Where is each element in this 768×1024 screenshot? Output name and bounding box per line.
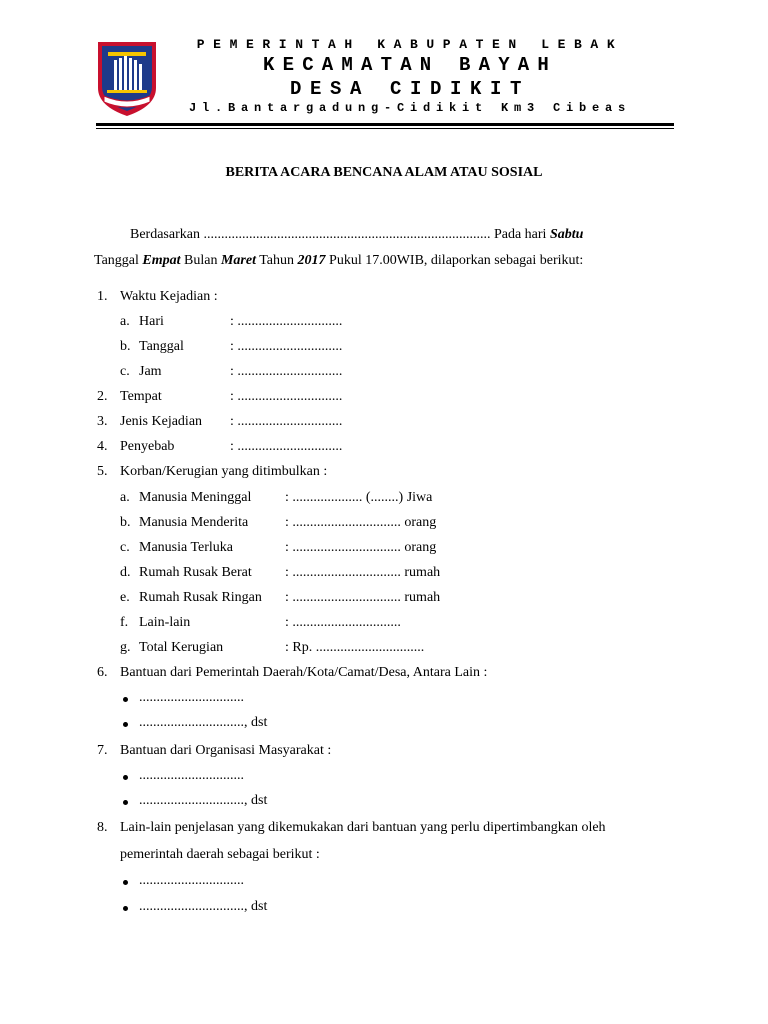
item-bantuan-pemerintah: Bantuan dari Pemerintah Daerah/Kota/Camat/Desa, Antara Lain : [120,665,488,680]
letterhead-rule-thin [96,128,674,129]
sub-letter: d. [120,565,131,580]
bullet-icon [123,800,128,805]
item-lain-lain-line-2: pemerintah daerah sebagai berikut : [120,847,320,862]
bullet-icon [123,722,128,727]
intro-text-d: Tahun [255,253,298,268]
sub-tanggal: Tanggal [139,339,184,354]
letterhead-district: KECAMATAN BAYAH [262,54,558,76]
sub-rumah-rusak-ringan: Rumah Rusak Ringan [139,590,262,605]
item-number: 2. [97,389,108,404]
sub-manusia-meninggal: Manusia Meninggal [139,490,252,505]
sub-letter: e. [120,590,130,605]
sub-letter: c. [120,364,130,379]
bullet-icon [123,697,128,702]
intro-text-b: Tanggal [94,253,143,268]
field-blank: : .................... (........) Jiwa [285,490,433,505]
field-blank: : ............................... rumah [285,590,441,605]
bullet-blank: .............................. [139,768,244,783]
sub-jam: Jam [139,364,162,379]
intro-line-1 [130,227,583,243]
field-blank: : ............................... orang [285,540,437,555]
item-number: 6. [97,665,108,680]
letterhead-address: Jl.Bantargadung-Cidikit Km3 Cibeas [188,101,632,115]
field-blank: : ............................... orang [285,515,437,530]
bullet-icon [123,906,128,911]
intro-line-2 [94,253,583,269]
sub-letter: a. [120,314,130,329]
intro-text-e: Pukul 17.00WIB, dilaporkan sebagai berikut: [325,253,584,268]
sub-hari: Hari [139,314,164,329]
bullet-blank: .............................. [139,690,244,705]
item-korban-kerugian: Korban/Kerugian yang ditimbulkan : [120,464,328,479]
field-blank: : ............................... rumah [285,565,441,580]
letterhead-rule-thick [96,123,674,126]
item-bantuan-organisasi: Bantuan dari Organisasi Masyarakat : [120,743,332,758]
document-title: BERITA ACARA BENCANA ALAM ATAU SOSIAL [225,165,543,180]
bullet-icon [123,775,128,780]
sub-letter: b. [120,515,131,530]
item-tempat: Tempat [120,389,162,404]
field-blank: : .............................. [230,414,343,429]
bullet-blank: .............................., dst [139,899,268,914]
bullet-blank: .............................., dst [139,715,268,730]
sub-letter: g. [120,640,131,655]
kabupaten-lebak-emblem-icon [94,36,160,118]
intro-text-c: Bulan [180,253,221,268]
intro-text-a: Berdasarkan .................................................................................. Pada hari [130,227,550,242]
intro-date: Empat [142,253,181,268]
sub-letter: c. [120,540,130,555]
field-blank: : ............................... [285,615,401,630]
item-number: 3. [97,414,108,429]
item-jenis-kejadian: Jenis Kejadian [120,414,203,429]
sub-manusia-menderita: Manusia Menderita [139,515,249,530]
letterhead-government: PEMERINTAH KABUPATEN LEBAK [196,37,624,52]
item-lain-lain-line-1: Lain-lain penjelasan yang dikemukakan dari bantuan yang perlu dipertimbangkan oleh [120,820,606,835]
sub-letter: f. [120,615,129,630]
bullet-blank: .............................. [139,873,244,888]
item-waktu-kejadian: Waktu Kejadian : [120,289,218,304]
sub-manusia-terluka: Manusia Terluka [139,540,234,555]
field-blank: : .............................. [230,389,343,404]
item-number: 7. [97,743,108,758]
bullet-icon [123,880,128,885]
field-blank: : .............................. [230,364,343,379]
item-number: 1. [97,289,108,304]
sub-rumah-rusak-berat: Rumah Rusak Berat [139,565,252,580]
sub-letter: a. [120,490,130,505]
item-number: 5. [97,464,108,479]
letterhead-village: DESA CIDIKIT [289,78,531,100]
sub-total-kerugian: Total Kerugian [139,640,224,655]
item-penyebab: Penyebab [120,439,175,454]
intro-year: 2017 [297,253,326,268]
field-blank: : .............................. [230,339,343,354]
bullet-blank: .............................., dst [139,793,268,808]
field-blank: : .............................. [230,314,343,329]
field-blank: : .............................. [230,439,343,454]
intro-month: Maret [220,253,256,268]
item-number: 8. [97,820,108,835]
intro-day: Sabtu [549,227,584,242]
item-number: 4. [97,439,108,454]
sub-letter: b. [120,339,131,354]
sub-lain-lain: Lain-lain [139,615,191,630]
field-blank: : Rp. ............................... [285,640,425,655]
